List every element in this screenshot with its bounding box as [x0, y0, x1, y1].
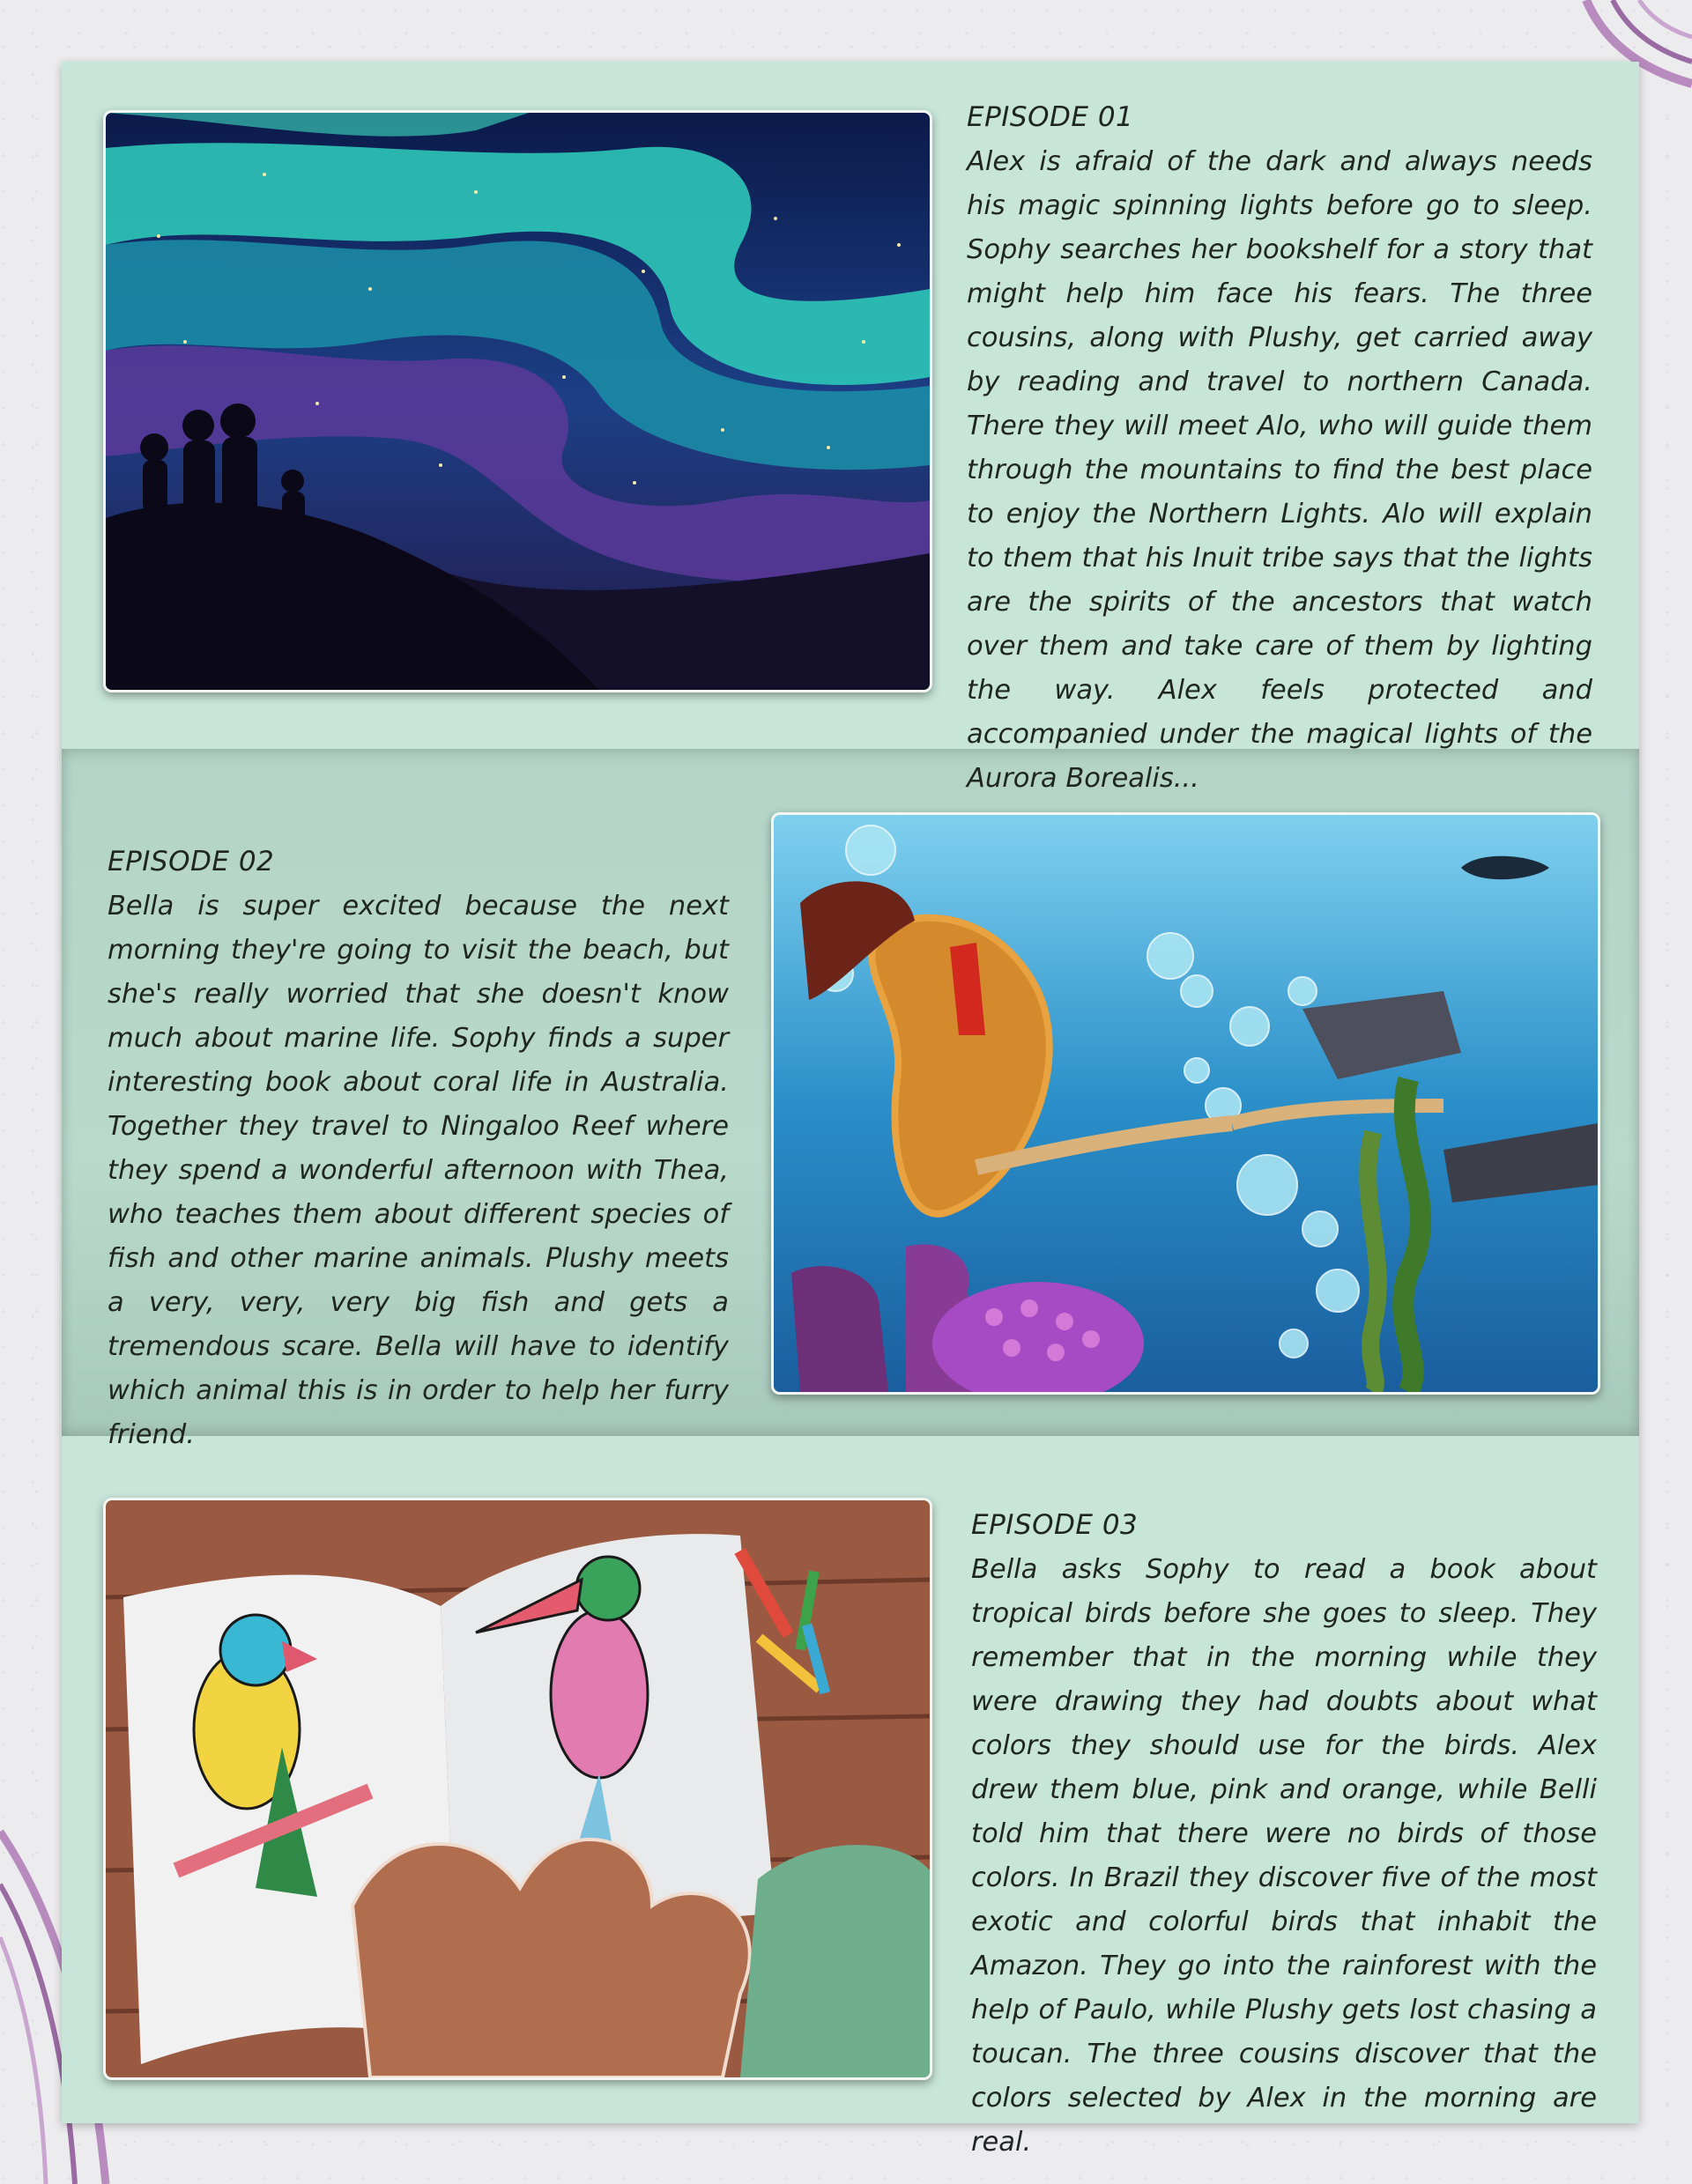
episode-03-text-block [971, 1509, 1597, 2165]
episode-01-title: EPISODE 01 [967, 101, 1134, 133]
episode-02-description: Bella is super excited because the next morning they're going to visit the beach, but she's really worried that she doesn't know much about marine life. Sophy finds a super interesting book about coral life in Australia. Together they travel to Ningaloo Reef where they spend a wonderful afternoon with Thea, who teaches them about different species of fish and other marine animals. Plushy meets a very, very, very big fish and gets a tremendous scare. Bella will have to identify which animal this is in order to help her furry friend. [108, 891, 729, 1450]
episode-01-description: Alex is afraid of the dark and always needs his magic spinning lights before go to sleep. Sophy searches her bookshelf for a story that might help him face his fears. The three cousins, along with Plushy, get carried away by reading and travel to northern Canada. There they will meet Alo, who will guide them through the mountains to find the best place to enjoy the Northern Lights. Alo will explain to them that his Inuit tribe says that the lights are the spirits of the ancestors that watch over them and take care of them by lighting the way. Alex feels protected and accompanied under the magical lights of the Aurora Borealis... [967, 146, 1592, 794]
episode-02-title: EPISODE 02 [108, 846, 275, 877]
episode-02-text-block [108, 846, 729, 1457]
episode-03-title: EPISODE 03 [971, 1509, 1139, 1541]
episode-sheet [62, 62, 1639, 2158]
aurora-illustration [103, 110, 932, 692]
episode-03-description: Bella asks Sophy to read a book about tropical birds before she goes to sleep. They remember that in the morning while they were drawing they had doubts about what colors they should use for the birds. Alex drew them blue, pink and orange, while Belli told him that there were no birds of those colors. In Brazil they discover five of the most exotic and colorful birds that inhabit the Amazon. They go into the rainforest with the help of Paulo, while Plushy gets lost chasing a toucan. The three cousins discover that the colors selected by Alex in the morning are real. [971, 1554, 1597, 2158]
coloring-book-illustration [103, 1498, 932, 2080]
episode-01-text-block [967, 101, 1592, 801]
underwater-illustration [771, 812, 1600, 1395]
